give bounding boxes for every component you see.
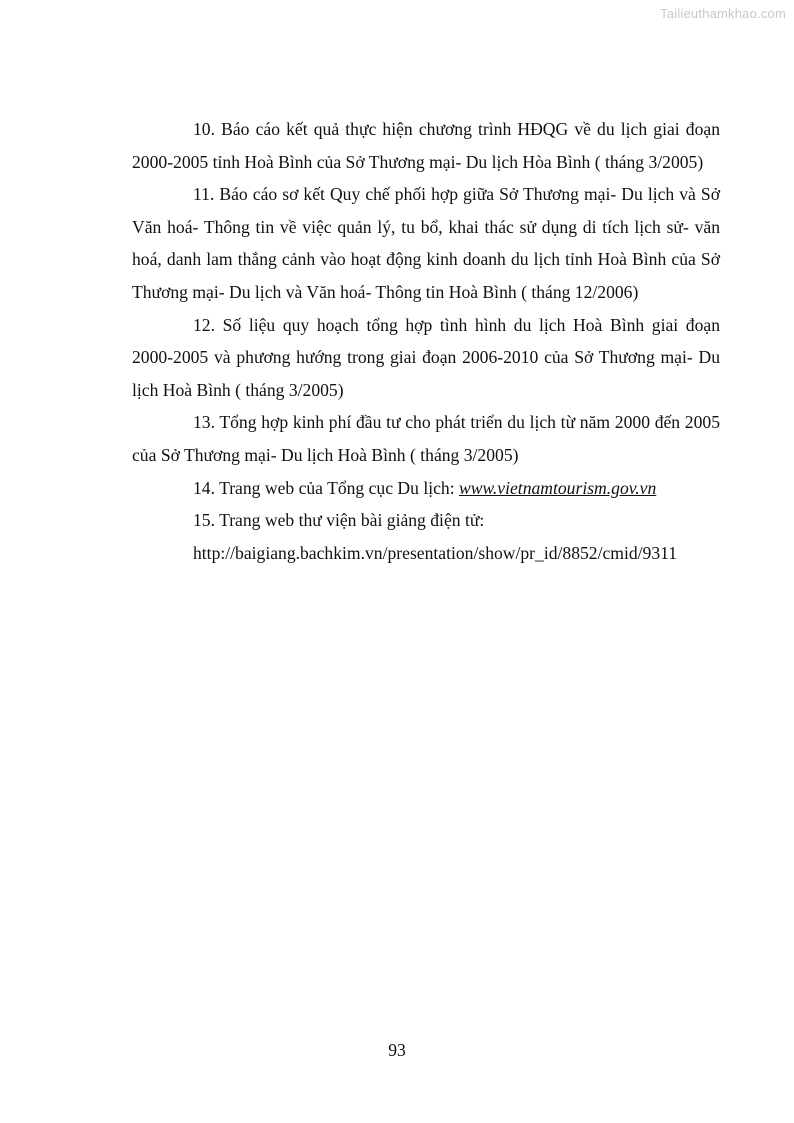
- vietnamtourism-link[interactable]: www.vietnamtourism.gov.vn: [459, 477, 657, 498]
- reference-15: 15. Trang web thư viện bài giảng điện tử:: [193, 510, 485, 531]
- reference-13: 13. Tổng hợp kinh phí đầu tư cho phát triển du lịch từ năm 2000 đến 2005 của Sở Thương mại- Du lịch Hoà Bình ( tháng 3/2005): [132, 412, 720, 465]
- reference-list: [132, 113, 720, 569]
- reference-11: 11. Báo cáo sơ kết Quy chế phối hợp giữa Sở Thương mại- Du lịch và Sở Văn hoá- Thông tin về việc quản lý, tu bổ, khai thác sử dụng di tích lịch sử- văn hoá, danh lam thắng cảnh vào hoạt động kinh doanh du lịch tỉnh Hoà Bình của Sở Thương mại- Du lịch và Văn hoá- Thông tin Hoà Bình ( tháng 12/2006): [132, 184, 720, 302]
- watermark: Tailieuthamkhao.com: [660, 6, 786, 21]
- reference-14-text: 14. Trang web của Tổng cục Du lịch:: [193, 477, 459, 498]
- baigiang-url: http://baigiang.bachkim.vn/presentation/show/pr_id/8852/cmid/9311: [193, 542, 678, 563]
- reference-12: 12. Số liệu quy hoạch tổng hợp tình hình du lịch Hoà Bình giai đoạn 2000-2005 và phương hướng trong giai đoạn 2006-2010 của Sở Thương mại- Du lịch Hoà Bình ( tháng 3/2005): [132, 314, 720, 400]
- reference-14: [132, 472, 720, 505]
- page-number: 93: [388, 1040, 406, 1060]
- reference-10: 10. Báo cáo kết quả thực hiện chương trình HĐQG về du lịch giai đoạn 2000-2005 tỉnh Hoà Bình của Sở Thương mại- Du lịch Hòa Bình ( tháng 3/2005): [132, 119, 720, 172]
